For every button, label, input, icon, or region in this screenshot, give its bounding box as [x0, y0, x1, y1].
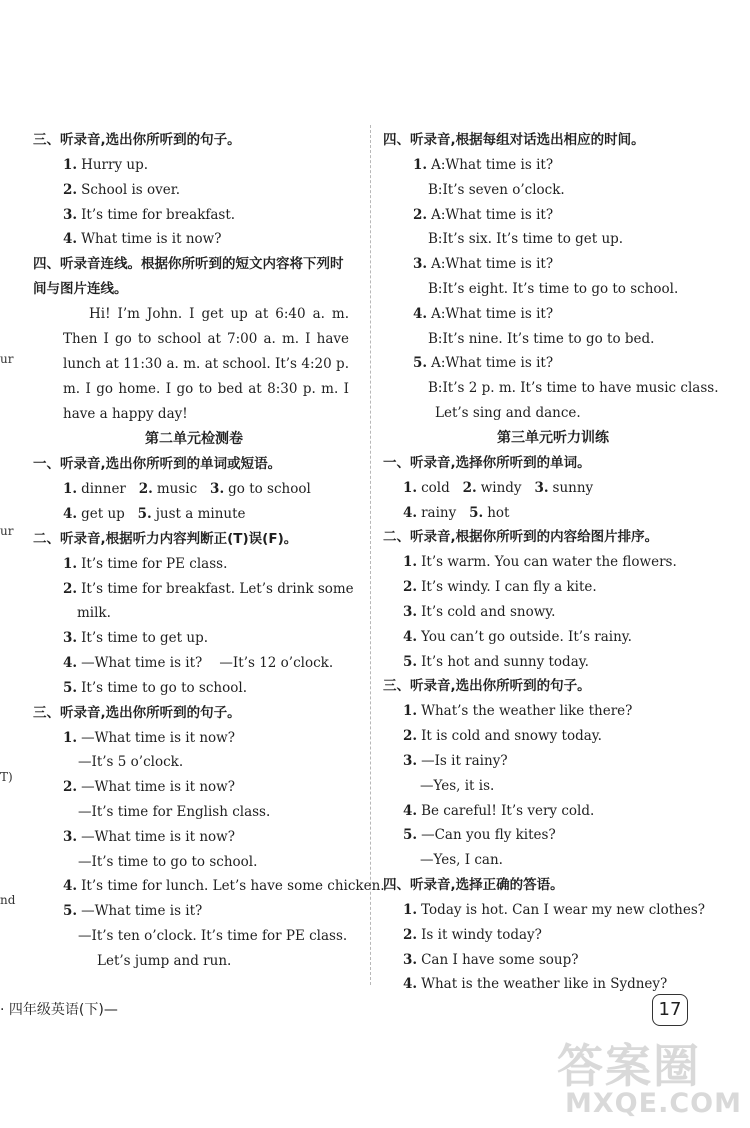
- list-item: 3. —Is it rainy?: [403, 752, 508, 769]
- dialogue-line: Let’s jump and run.: [97, 952, 232, 969]
- list-item: 2. School is over.: [63, 181, 181, 198]
- section-heading: 三、听录音,选出你所听到的句子。: [33, 704, 241, 721]
- list-item: 1. It’s warm. You can water the flowers.: [403, 554, 677, 571]
- section-heading: 四、听录音,选择正确的答语。: [383, 876, 564, 893]
- list-item: 4. What time is it now?: [63, 231, 222, 248]
- list-item: 1. A:What time is it?: [413, 157, 554, 173]
- edge-fragment: nd: [0, 893, 16, 907]
- unit-title: 第三单元听力训练: [497, 429, 609, 446]
- dialogue-line: B:It’s nine. It’s time to go to bed.: [428, 330, 655, 347]
- list-item: 4. It’s time for lunch. Let’s have some chicken.: [63, 878, 385, 895]
- watermark-logo: [545, 1030, 745, 1125]
- list-item: 2. —What time is it now?: [63, 779, 235, 796]
- dialogue-line: —It’s time to go to school.: [78, 853, 258, 870]
- list-item: 1. —What time is it now?: [63, 729, 235, 746]
- list-item: 5. —Can you fly kites?: [403, 827, 556, 844]
- section-heading: 三、听录音,选出你所听到的句子。: [383, 678, 591, 695]
- list-item: 5. A:What time is it?: [413, 355, 554, 372]
- list-item: 4. —What time is it? —It’s 12 o’clock.: [63, 654, 334, 671]
- watermark-url: MXQE.COM: [565, 1088, 742, 1119]
- dialogue-line: —It’s time for English class.: [78, 803, 271, 820]
- list-item: 1. Today is hot. Can I wear my new clothes?: [403, 901, 706, 918]
- list-item: 4. What is the weather like in Sydney?: [403, 976, 668, 993]
- list-item: 2. A:What time is it?: [413, 206, 554, 223]
- edge-fragment: ur: [0, 352, 14, 366]
- list-item: 4. Be careful! It’s very cold.: [403, 802, 595, 819]
- unit-title: 第二单元检测卷: [145, 431, 243, 448]
- section-heading: 三、听录音,选出你所听到的句子。: [33, 132, 241, 148]
- section-heading: 一、听录音,选出你所听到的单词或短语。: [33, 456, 282, 473]
- right-column: [383, 128, 723, 997]
- edge-fragment: ur: [0, 524, 14, 538]
- list-item: 3. It’s time for breakfast.: [63, 206, 236, 223]
- option-row: 4. get up 5. just a minute: [63, 505, 246, 522]
- section-heading: 二、听录音,根据听力内容判断正(T)误(F)。: [33, 530, 298, 547]
- dialogue-line: —It’s 5 o’clock.: [78, 754, 184, 771]
- list-item: 3. It’s time to get up.: [63, 630, 209, 647]
- dialogue-line: B:It’s eight. It’s time to go to school.: [428, 280, 679, 297]
- page-number: 17: [652, 994, 688, 1026]
- dialogue-line: B:It’s seven o’clock.: [428, 181, 565, 198]
- list-item: 5. It’s hot and sunny today.: [403, 653, 589, 670]
- left-column: [33, 128, 385, 974]
- dialogue-line: —It’s ten o’clock. It’s time for PE class.: [78, 927, 348, 944]
- list-item: 2. It’s windy. I can fly a kite.: [403, 579, 597, 596]
- list-item: 3. Can I have some soup?: [403, 951, 579, 968]
- list-item: 2. It is cold and snowy today.: [403, 728, 602, 745]
- dialogue-line: B:It’s six. It’s time to get up.: [428, 231, 624, 248]
- column-divider: [370, 125, 372, 985]
- edge-fragment: T): [0, 770, 13, 784]
- list-item: 5. —What time is it?: [63, 903, 203, 920]
- section-heading: 一、听录音,选择你所听到的单词。: [383, 454, 591, 471]
- list-item: 1. Hurry up.: [63, 157, 149, 173]
- list-item: 1. What’s the weather like there?: [403, 703, 633, 720]
- dialogue-line: B:It’s 2 p. m. It’s time to have music class.: [428, 380, 719, 397]
- option-row: 4. rainy 5. hot: [403, 504, 510, 521]
- footer-label: · 四年级英语(下)—: [0, 1002, 118, 1018]
- list-item: 3. A:What time is it?: [413, 256, 554, 273]
- option-row: 1. cold 2. windy 3. sunny: [403, 479, 594, 496]
- section-heading: 四、听录音连线。根据你所听到的短文内容将下列时间与图片连线。: [33, 256, 344, 298]
- section-heading: 二、听录音,根据你所听到的内容给图片排序。: [383, 529, 659, 546]
- watermark-text: 答案圈: [557, 1039, 701, 1093]
- list-item: 3. It’s cold and snowy.: [403, 603, 556, 620]
- list-item: 4. You can’t go outside. It’s rainy.: [403, 628, 632, 645]
- dialogue-line: —Yes, I can.: [420, 852, 503, 869]
- list-item: 1. It’s time for PE class.: [63, 555, 228, 572]
- list-item: 5. It’s time to go to school.: [63, 679, 247, 696]
- list-item: 4. A:What time is it?: [413, 305, 554, 322]
- dialogue-line: —Yes, it is.: [420, 777, 495, 794]
- list-item: 2. It’s time for breakfast. Let’s drink some milk.: [63, 580, 354, 622]
- passage: Hi! I’m John. I get up at 6:40 a. m. Then I go to school at 7:00 a. m. I have lunch at 11:30 a. m. at school. It’s 4:20 p. m. I go home. I go to bed at 8:30 p. m. I have a happy day!: [63, 306, 349, 423]
- dialogue-line: Let’s sing and dance.: [435, 404, 581, 421]
- list-item: 2. Is it windy today?: [403, 926, 542, 943]
- option-row: 1. dinner 2. music 3. go to school: [63, 481, 311, 498]
- list-item: 3. —What time is it now?: [63, 828, 235, 845]
- section-heading: 四、听录音,根据每组对话选出相应的时间。: [383, 132, 645, 148]
